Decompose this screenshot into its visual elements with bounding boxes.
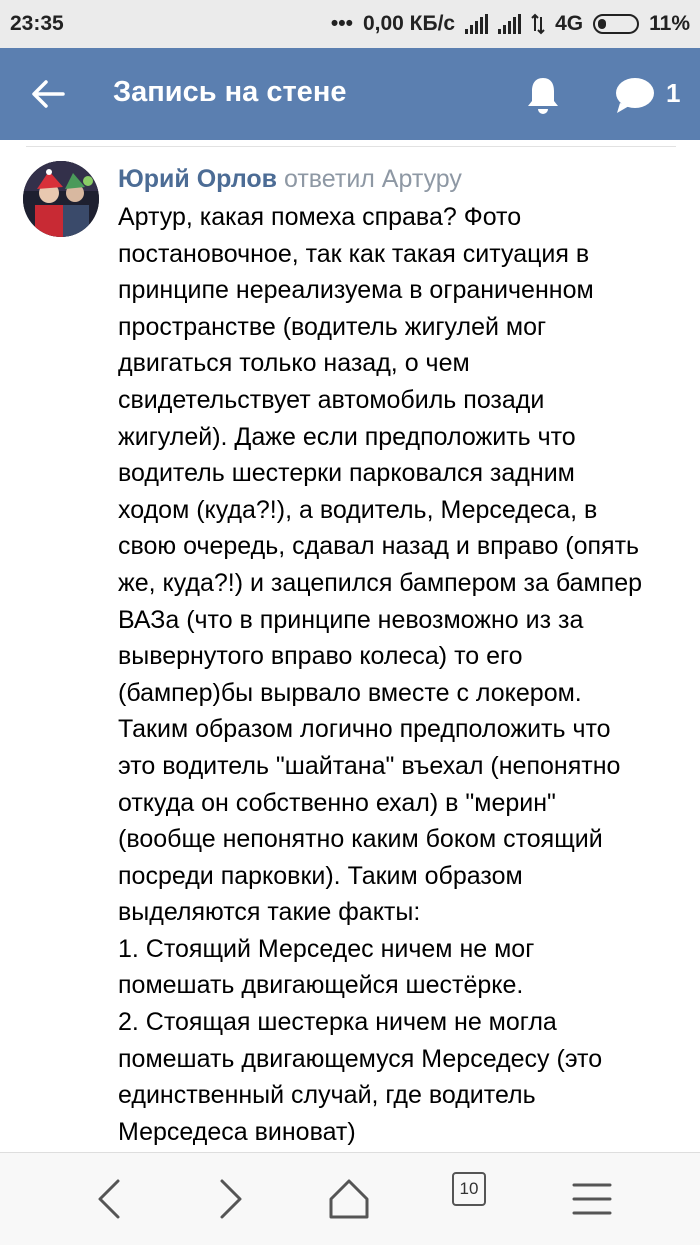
- comment-line: откуда он собственно ехал) в "мерин": [118, 788, 556, 817]
- comment-line: помешать двигающемуся Мерседесу (это: [118, 1044, 603, 1073]
- comment-line: (вообще непонятно каким боком стоящий: [118, 825, 603, 854]
- comment-line: (бампер)бы вырвало вместе с локером.: [118, 678, 582, 707]
- signal-icon: [465, 14, 488, 34]
- comment-line: помешать двигающейся шестёрке.: [118, 971, 524, 1000]
- network-type: 4G: [555, 12, 584, 35]
- comment-header: [118, 165, 462, 194]
- comment-line: свидетельствует автомобиль позади: [118, 385, 545, 414]
- status-time: 23:35: [10, 12, 64, 35]
- comment-line: вывернутого вправо колеса) то его: [118, 642, 523, 671]
- divider: [26, 146, 676, 147]
- comment-line: ВАЗа (что в принципе невозможно из за: [118, 605, 584, 634]
- comment-line: свою очередь, сдавал назад и вправо (опять: [118, 532, 640, 561]
- comment-line: жигулей). Даже если предположить что: [118, 422, 576, 451]
- data-transfer-icon: [531, 13, 545, 35]
- comments-count: 1: [666, 78, 681, 108]
- browser-menu-icon[interactable]: [566, 1173, 618, 1225]
- comment-line: двигаться только назад, о чем: [118, 349, 470, 378]
- page-title: Запись на стене: [113, 76, 347, 108]
- comment-body: [118, 199, 678, 1150]
- comment-line: постановочное, так как такая ситуация в: [118, 239, 590, 268]
- comment-line: единственный случай, где водитель: [118, 1081, 536, 1110]
- comment-line: это водитель "шайтана" въехал (непонятно: [118, 751, 621, 780]
- browser-back-icon[interactable]: [84, 1173, 136, 1225]
- avatar-photo-icon: [23, 161, 99, 237]
- comment-line: принципе нереализуема в ограниченном: [118, 276, 594, 305]
- author-name-link[interactable]: Юрий Орлов: [118, 165, 278, 193]
- browser-nav-bar: [0, 1152, 700, 1245]
- app-header: [0, 48, 700, 140]
- comments-icon[interactable]: [614, 76, 656, 114]
- comment-line: Таким образом логично предположить что: [118, 715, 611, 744]
- comment-line: водитель шестерки парковался задним: [118, 459, 575, 488]
- comment-line: ходом (куда?!), а водитель, Мерседеса, в: [118, 495, 598, 524]
- avatar[interactable]: [23, 161, 99, 237]
- notification-dots: •••: [330, 12, 353, 35]
- browser-forward-icon[interactable]: [204, 1173, 256, 1225]
- comment-line: пространстве (водитель жигулей мог: [118, 312, 547, 341]
- comment-line: Артур, какая помеха справа? Фото: [118, 203, 522, 231]
- status-bar: [0, 0, 700, 48]
- back-arrow-icon[interactable]: [30, 76, 66, 112]
- browser-home-icon[interactable]: [323, 1173, 375, 1225]
- reply-to-text[interactable]: ответил Артуру: [283, 165, 462, 193]
- comment-line: 2. Стоящая шестерка ничем не могла: [118, 1008, 557, 1037]
- comment-line: выделяются такие факты:: [118, 898, 421, 927]
- comment-line: 1. Стоящий Мерседес ничем не мог: [118, 934, 535, 963]
- browser-tabs-button[interactable]: 10: [452, 1172, 486, 1206]
- comment-line: Мерседеса виноват): [118, 1117, 356, 1146]
- comment-line: посреди парковки). Таким образом: [118, 861, 523, 890]
- comment-line: же, куда?!) и зацепился бампером за бампер: [118, 568, 643, 597]
- battery-percent: 11%: [649, 12, 690, 35]
- bell-icon[interactable]: [522, 74, 564, 116]
- network-speed: 0,00 КБ/с: [362, 12, 456, 35]
- signal-icon-2: [498, 14, 521, 34]
- battery-icon: [593, 14, 639, 34]
- status-right: [331, 12, 690, 36]
